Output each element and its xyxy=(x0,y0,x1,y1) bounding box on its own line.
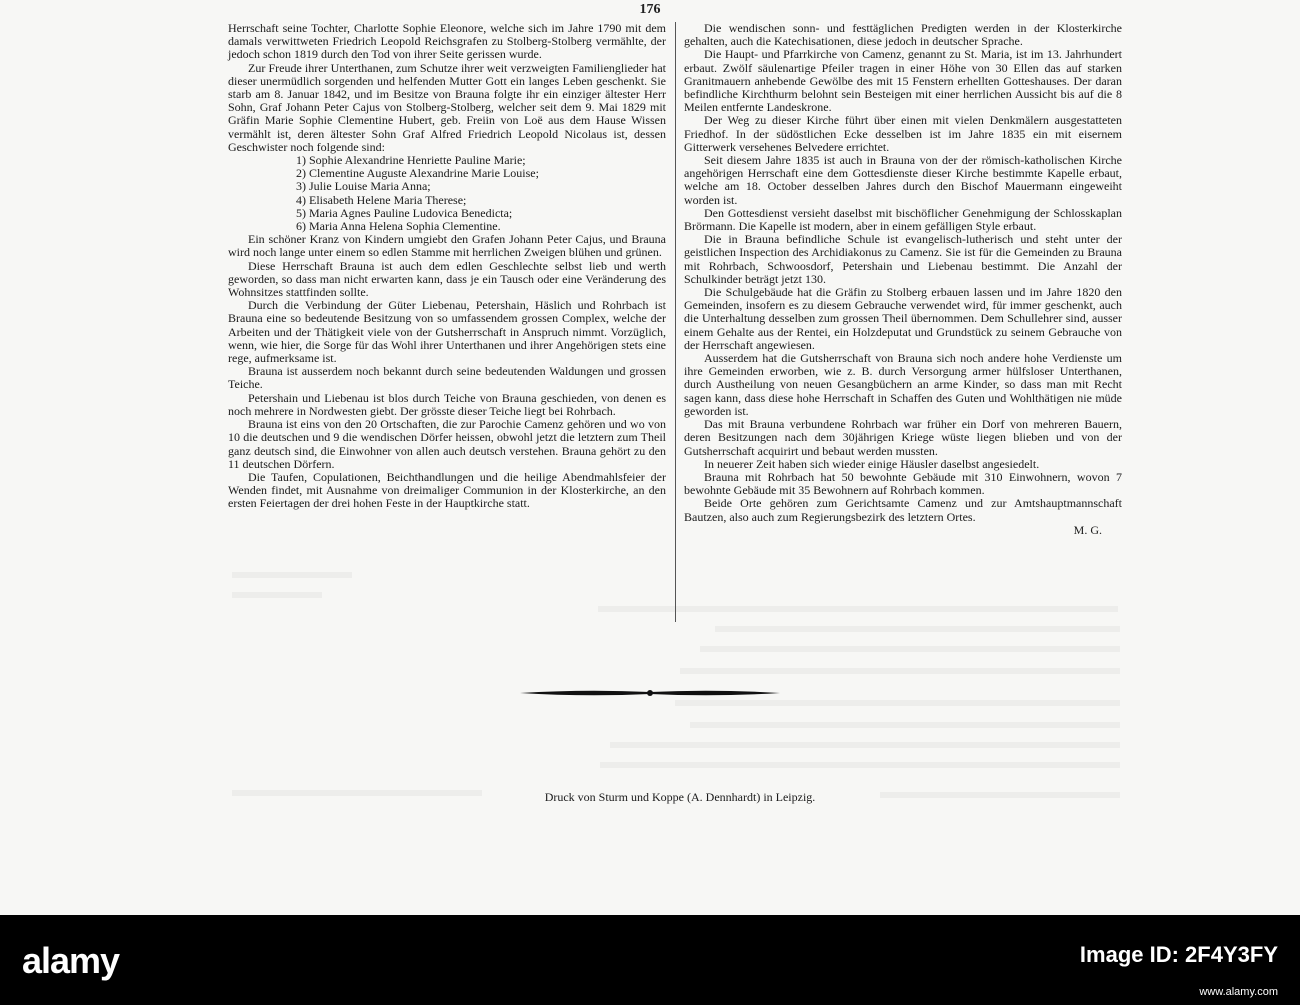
paragraph: Die Taufen, Copulationen, Beichthandlungen und die heilige Abendmahlsfeier der Wenden findet, mit Ausnahme von dreimaliger Communion in der Klosterkirche, an den ersten Feiertagen der drei hohen Feste in der Hauptkirche statt. xyxy=(228,469,666,511)
list-item: 5) Maria Agnes Pauline Ludovica Benedicta; xyxy=(296,205,513,220)
paragraph: Brauna ist ausserdem noch bekannt durch seine bedeutenden Waldungen und grossen Teiche. xyxy=(228,364,666,392)
list-item: 2) Clementine Auguste Alexandrine Marie Louise; xyxy=(296,166,539,181)
children-list xyxy=(228,154,666,233)
ornamental-rule xyxy=(520,686,780,700)
paragraph: Durch die Verbindung der Güter Liebenau, Petershain, Häslich und Rohrbach ist Brauna eine so bedeutende Besitzung von so umfassendem grossen Complex, welche der Arbeiten und der Thätigkeit viele von der Gutsherrschaft in Anspruch nimmt. Vorzüglich, wenn, wie hier, die Sorge für das Wohl ihrer Unterthanen und ihrer Angehörigen stets eine rege, aufmerksame ist. xyxy=(228,298,666,366)
paragraph: Beide Orte gehören zum Gerichtsamte Camenz und zur Amtshauptmannschaft Bautzen, also auch zum Regierungsbezirk des letztern Ortes. xyxy=(684,496,1122,524)
image-id xyxy=(1080,942,1278,968)
paragraph: Brauna mit Rohrbach hat 50 bewohnte Gebäude mit 310 Einwohnern, wovon 7 bewohnte Gebäude mit 35 Bewohnern auf Rohrbach kommen. xyxy=(684,469,1122,498)
paragraph: Die wendischen sonn- und festtäglichen Predigten werden in der Klosterkirche gehalten, auch die Katechisationen, diese jedoch in deutscher Sprache. xyxy=(684,21,1122,49)
stock-url: www.alamy.com xyxy=(1199,986,1278,998)
list-item: 6) Maria Anna Helena Sophia Clementine. xyxy=(296,219,501,234)
paragraph: Den Gottesdienst versieht daselbst mit bischöflicher Genehmigung der Schlosskaplan Brörmann. Die Kapelle ist modern, aber in einem gefälligen Style erbaut. xyxy=(684,205,1122,234)
page-number: 176 xyxy=(639,2,661,17)
paragraph: Petershain und Liebenau ist blos durch Teiche von Brauna geschieden, von denen es noch mehrere in Nordwesten giebt. Der grösste dieser Teiche liegt bei Rohrbach. xyxy=(228,390,666,418)
left-column xyxy=(228,22,666,511)
paragraph: Die Schulgebäude hat die Gräfin zu Stolberg erbauen lassen und im Jahre 1820 den Gemeinden, insofern es zu diesem Gebrauche verwendet wird, für immer geschenkt, auch die Unterhaltung desselben zum grossen Theil übernommen. Dem Schullehrer sind, ausser einem Gehalte aus der Rentei, ein Holzdeputat und Grundstück zu seinem Gebrauche von der Herrschaft angewiesen. xyxy=(684,285,1122,352)
paragraph: Herrschaft seine Tochter, Charlotte Sophie Eleonore, welche sich im Jahre 1790 mit dem damals verwittweten Friedrich Leopold Reichsgrafen zu Stolberg-Stolberg vermählte, der jedoch schon 1819 durch den Tod von ihrer Seite gerissen wurde. xyxy=(228,21,666,62)
column-divider xyxy=(675,22,676,622)
paragraph: In neuerer Zeit haben sich wieder einige Häusler daselbst angesiedelt. xyxy=(704,456,1040,471)
alamy-logo xyxy=(22,940,119,982)
paragraph: Der Weg zu dieser Kirche führt über einen mit vielen Denkmälern ausgestatteten Friedhof. In der südöstlichen Ecke desselben ist im Jahre 1835 ein mit eisernem Gitterwerk versehenes Belvedere errichtet. xyxy=(684,113,1122,154)
author-signature: M. G. xyxy=(1073,522,1102,537)
printer-imprint: Druck von Sturm und Koppe (A. Dennhardt) in Leipzig. xyxy=(544,790,816,804)
paragraph: Ausserdem hat die Gutsherrschaft von Brauna sich noch andere hohe Verdienste um ihre Gemeinden erworben, wie z. B. durch Versorgung armer hülfsloser Unterthanen, durch Austheilung von neuen Gesangbüchern an arme Kinder, so dass man mit Recht sagen kann, dass diese hohe Herrschaft in Schaffen des Guten und Wohlthätigen nie müde geworden ist. xyxy=(684,351,1122,418)
paragraph: Die in Brauna befindliche Schule ist evangelisch-lutherisch und steht unter der geistlichen Inspection des Archidiakonus zu Camenz. Sie ist für die Gemeinden zu Brauna mit Rohrbach, Schwoosdorf, Petershain und Liebenau bestimmt. Die Anzahl der Schulkinder beträgt jetzt 130. xyxy=(684,232,1122,286)
paragraph: Das mit Brauna verbundene Rohrbach war früher ein Dorf von mehreren Bauern, deren Besitzungen nach dem 30jährigen Kriege wüste liegen blieben und von der Gutsherrschaft acquirirt und bebaut werden mussten. xyxy=(684,417,1122,458)
paragraph: Ein schöner Kranz von Kindern umgiebt den Grafen Johann Peter Cajus, und Brauna wird noch lange unter einem so edlen Stamme mit herrlichen Zweigen blühen und grünen. xyxy=(228,232,666,260)
logo-text: alamy xyxy=(22,940,120,981)
image-id-value: Image ID: 2F4Y3FY xyxy=(1079,942,1278,967)
paragraph: Die Haupt- und Pfarrkirche von Camenz, genannt zu St. Maria, ist im 13. Jahrhundert erbaut. Zwölf säulenartige Pfeiler tragen in einer Höhe von 30 Ellen das auf starken Granitmauern anhebende Gewölbe des mit 15 Fenstern erhellten Gotteshauses. Der daran befindliche Kirchthurm belohnt sein Besteigen mit einer herrlichen Aussicht bis auf die 8 Meilen entfernte Landeskrone. xyxy=(684,47,1122,115)
list-item: 3) Julie Louise Maria Anna; xyxy=(296,179,431,194)
right-column xyxy=(684,22,1122,537)
list-item: 4) Elisabeth Helene Maria Therese; xyxy=(296,192,467,207)
paragraph: Zur Freude ihrer Unterthanen, zum Schutze ihrer weit verzweigten Familienglieder hat dieser unermüdlich sorgenden und helfenden Mutter Gott ein langes Leben geschenkt. Sie starb am 8. Januar 1842, und im Besitze von Brauna folgte ihr ein einziger ältester Herr Sohn, Graf Johann Peter Cajus von Stolberg-Stolberg, welcher seit dem 9. Mai 1829 mit Gräfin Marie Sophie Clementine Hubert, geb. Freiin von Loë aus dem Hause Wissen vermählt ist, deren ältester Sohn Graf Alfred Friedrich Leopold Nicolaus ist, dessen Geschwister noch folgende sind: xyxy=(228,60,666,154)
paragraph: Brauna ist eins von den 20 Ortschaften, die zur Parochie Camenz gehören und wo von 10 die deutschen und 9 die wendischen Dörfer heissen, obwohl jetzt die letztern zum Theil ganz deutsch sind, die Einwohner von allen auch deutsch verstehen. Brauna gehört zu den 11 deutschen Dörfern. xyxy=(228,417,666,471)
paragraph: Diese Herrschaft Brauna ist auch dem edlen Geschlechte selbst lieb und werth geworden, so dass man nicht erwarten kann, dass je ein Tausch oder eine Veränderung des Wohnsitzes stattfinden sollte. xyxy=(228,258,666,300)
paragraph: Seit diesem Jahre 1835 ist auch in Brauna von der der römisch-katholischen Kirche angehörigen Herrschaft eine dem Gottesdienste dieser Kirche bestimmte Kapelle erbaut, welche am 18. October desselben Jahres durch den Bischof Mauermann eingeweiht worden ist. xyxy=(684,153,1122,207)
list-item: 1) Sophie Alexandrine Henriette Pauline Marie; xyxy=(296,153,526,168)
